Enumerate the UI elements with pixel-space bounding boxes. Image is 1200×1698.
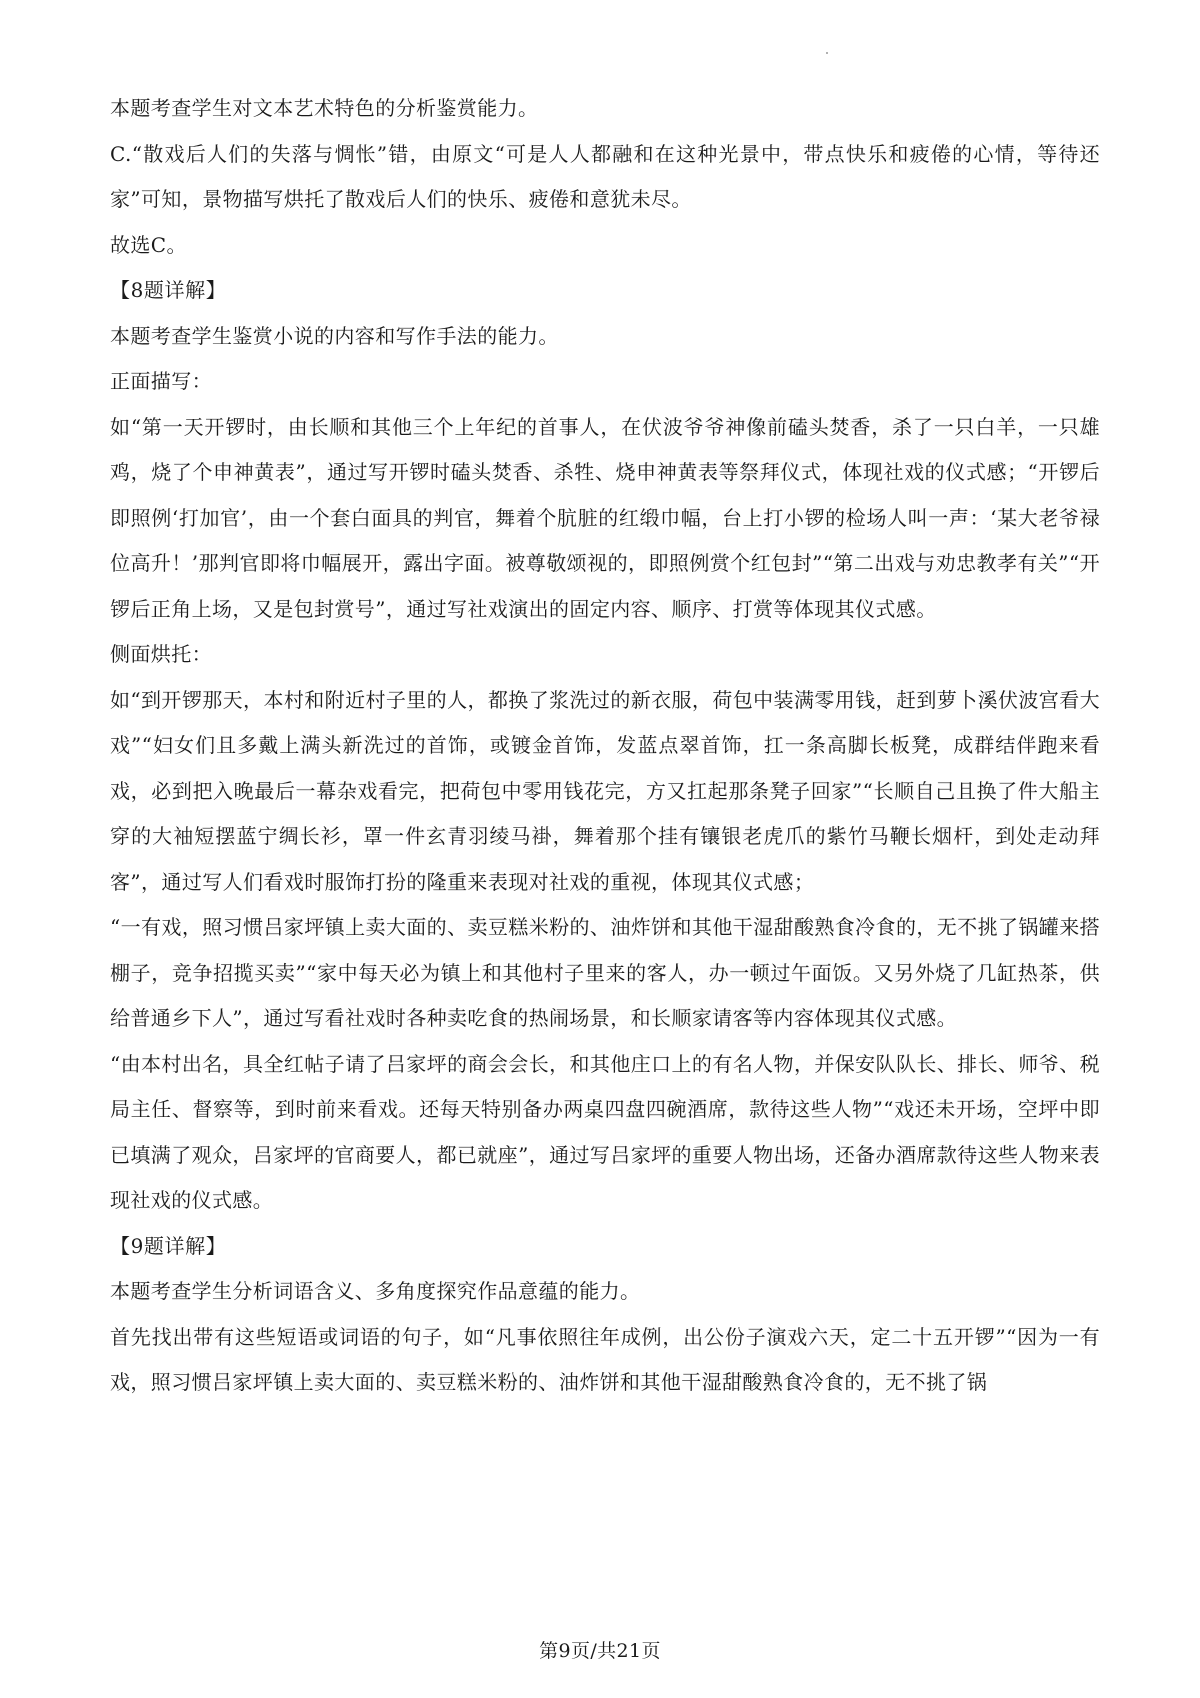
paragraph: “由本村出名，具全红帖子请了吕家坪的商会会长，和其他庄口上的有名人物，并保安队队长、排长、师爷、税局主任、督察等，到时前来看戏。还每天特别备办两桌四盘四碗酒席，款待这些人物”“戏还未开场，空坪中即已填满了观众，吕家坪的官商要人，都已就座”，通过写吕家坪的重要人物出场，还备办酒席款待这些人物来表现社戏的仪式感。: [110, 1051, 1100, 1212]
paragraph: 如“第一天开锣时，由长顺和其他三个上年纪的首事人，在伏波爷爷神像前磕头焚香，杀了一只白羊，一只雄鸡，烧了个申神黄表”，通过写开锣时磕头焚香、杀牲、烧申神黄表等祭拜仪式，体现社戏的仪式感；“开锣后即照例‘打加官’，由一个套白面具的判官，舞着个肮脏的红缎巾幅，台上打小锣的检场人叫一声：‘某大老爷禄位高升！’那判官即将巾幅展开，露出字面。被尊敬颂视的，即照例赏个红包封”“第二出戏与劝忠教孝有关”“开锣后正角上场，又是包封赏号”，通过写社戏演出的固定内容、顺序、打赏等体现其仪式感。: [110, 414, 1100, 621]
paragraph: 故选C。: [110, 232, 187, 257]
section-heading: 【8题详解】: [110, 278, 227, 302]
paragraph: 首先找出带有这些短语或词语的句子，如“凡事依照往年成例，出公份子演戏六天，定二十五开锣”“因为一有戏，照习惯吕家坪镇上卖大面的、卖豆糕米粉的、油炸饼和其他干湿甜酸熟食冷食的，无不挑了锅: [110, 1324, 1100, 1394]
section-heading: 【9题详解】: [110, 1233, 227, 1258]
scan-dot: [826, 52, 828, 54]
subheading: 正面描写：: [110, 369, 212, 393]
subheading: 侧面烘托：: [110, 642, 212, 666]
paragraph: 本题考查学生对文本艺术特色的分析鉴赏能力。: [110, 96, 539, 120]
paragraph: “一有戏，照习惯吕家坪镇上卖大面的、卖豆糕米粉的、油炸饼和其他干湿甜酸熟食冷食的，无不挑了锅罐来搭棚子，竞争招揽买卖”“家中每天必为镇上和其他村子里来的客人，办一顿过午面饭。又另外烧了几缸热茶，供给普通乡下人”，通过写看社戏时各种卖吃食的热闹场景，和长顺家请客等内容体现其仪式感。: [110, 915, 1100, 1030]
paragraph: 本题考查学生鉴赏小说的内容和写作手法的能力。: [110, 323, 559, 348]
page-body: [110, 86, 1100, 1406]
paragraph: 如“到开锣那天，本村和附近村子里的人，都换了浆洗过的新衣服，荷包中装满零用钱，赶到萝卜溪伏波宫看大戏”“妇女们且多戴上满头新洗过的首饰，或镀金首饰，发蓝点翠首饰，扛一条高脚长板凳，成群结伴跑来看戏，必到把入晚最后一幕杂戏看完，把荷包中零用钱花完，方又扛起那条凳子回家”“长顺自己且换了件大船主穿的大袖短摆蓝宁绸长衫，罩一件玄青羽绫马褂，舞着那个挂有镶银老虎爪的紫竹马鞭长烟杆，到处走动拜客”，通过写人们看戏时服饰打扮的隆重来表现对社戏的重视，体现其仪式感；: [110, 687, 1100, 894]
paragraph: C.“散戏后人们的失落与惆怅”错，由原文“可是人人都融和在这种光景中，带点快乐和疲倦的心情，等待还家”可知，景物描写烘托了散戏后人们的快乐、疲倦和意犹未尽。: [110, 141, 1100, 211]
paragraph: 本题考查学生分析词语含义、多角度探究作品意蕴的能力。: [110, 1279, 641, 1303]
page-number: 第9页/共21页: [539, 1640, 661, 1662]
